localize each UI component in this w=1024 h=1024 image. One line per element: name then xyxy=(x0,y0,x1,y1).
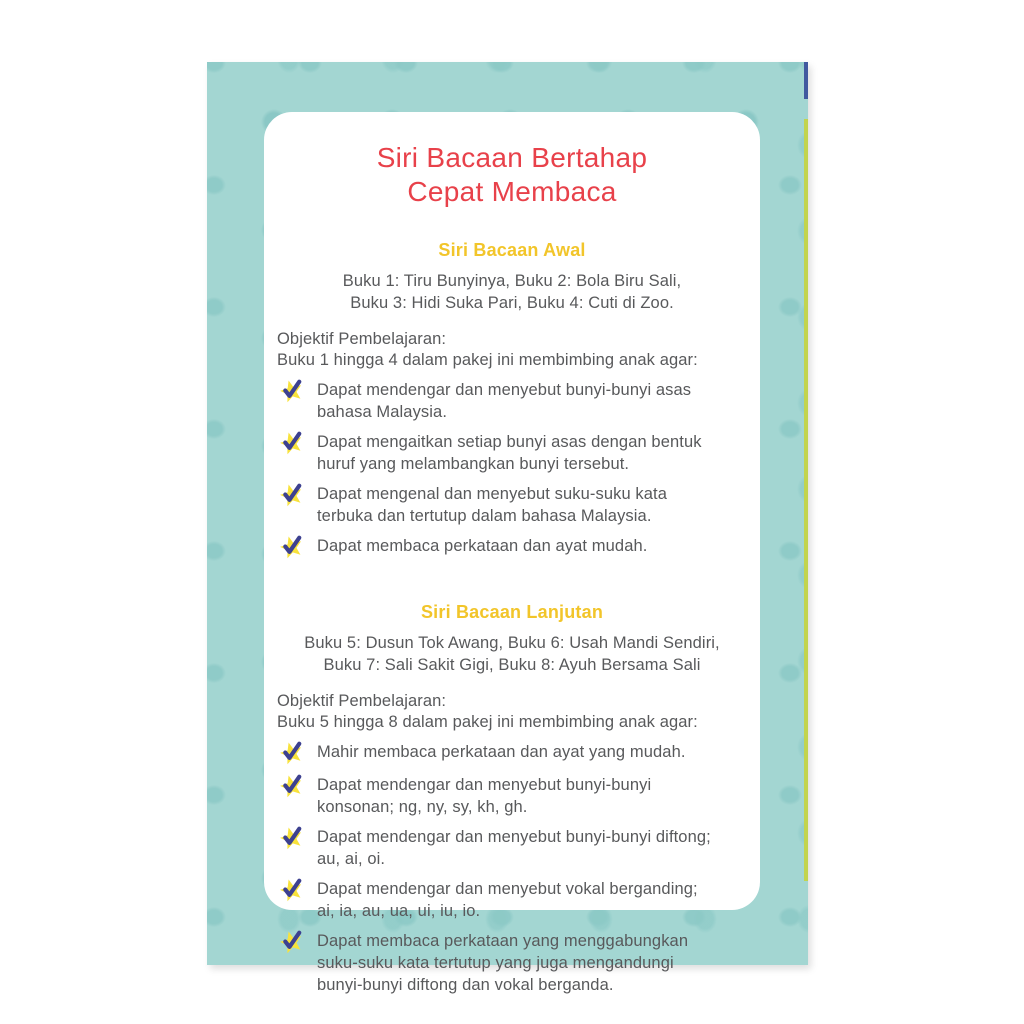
objective-item xyxy=(277,774,747,818)
books-line-2: Buku 7: Sali Sakit Gigi, Buku 8: Ayuh Bersama Sali xyxy=(323,656,701,674)
objective-intro-text: Buku 1 hingga 4 dalam pakej ini membimbing anak agar: xyxy=(277,351,698,369)
objective-item xyxy=(277,379,747,423)
star-check-icon xyxy=(278,876,305,903)
objective-item-text: Dapat mengenal dan menyebut suku-suku kata terbuka dan tertutup dalam bahasa Malaysia. xyxy=(317,485,667,525)
section-siri-bacaan-lanjutan xyxy=(277,601,747,996)
objective-item-text: Dapat membaca perkataan yang menggabungkan suku-suku kata tertutup yang juga mengandungi bunyi-bunyi diftong dan vokal berganda. xyxy=(317,932,689,994)
star-check-icon xyxy=(278,739,305,766)
booklet-title xyxy=(277,141,747,209)
page-edge-green xyxy=(804,119,808,881)
star-check-icon xyxy=(278,772,305,799)
objective-intro xyxy=(277,329,747,371)
objective-list xyxy=(277,741,747,996)
objective-item-text: Dapat membaca perkataan dan ayat mudah. xyxy=(317,537,648,555)
objective-item xyxy=(277,878,747,922)
objective-item-text: Dapat mendengar dan menyebut bunyi-bunyi asas bahasa Malaysia. xyxy=(317,381,692,421)
section-heading: Siri Bacaan Awal xyxy=(438,240,586,260)
objective-item xyxy=(277,483,747,527)
star-check-icon xyxy=(278,377,305,404)
star-check-icon xyxy=(278,824,305,851)
books-list xyxy=(277,632,747,676)
objective-intro-text: Buku 5 hingga 8 dalam pakej ini membimbing anak agar: xyxy=(277,713,698,731)
star-check-icon xyxy=(278,429,305,456)
objective-item-text: Dapat mendengar dan menyebut bunyi-bunyi konsonan; ng, ny, sy, kh, gh. xyxy=(317,776,652,816)
objective-item-text: Dapat mendengar dan menyebut bunyi-bunyi diftong; au, ai, oi. xyxy=(317,828,711,868)
content-card xyxy=(264,112,760,994)
objective-item xyxy=(277,741,747,766)
objective-item xyxy=(277,535,747,560)
objective-item-text: Dapat mendengar dan menyebut vokal berganding; ai, ia, au, ua, ui, iu, io. xyxy=(317,880,698,920)
title-line-2: Cepat Membaca xyxy=(407,176,617,207)
books-line-1: Buku 5: Dusun Tok Awang, Buku 6: Usah Mandi Sendiri, xyxy=(304,634,720,652)
objective-item xyxy=(277,826,747,870)
objective-item-text: Dapat mengaitkan setiap bunyi asas dengan bentuk huruf yang melambangkan bunyi tersebut. xyxy=(317,433,702,473)
section-heading: Siri Bacaan Lanjutan xyxy=(420,602,604,622)
objective-label: Objektif Pembelajaran: xyxy=(277,330,447,348)
books-line-2: Buku 3: Hidi Suka Pari, Buku 4: Cuti di Zoo. xyxy=(350,294,674,312)
star-check-icon xyxy=(278,481,305,508)
booklet-back-cover xyxy=(207,62,808,994)
objective-label: Objektif Pembelajaran: xyxy=(277,692,447,710)
title-line-1: Siri Bacaan Bertahap xyxy=(376,142,648,173)
star-check-icon xyxy=(278,533,305,560)
page-edge-blue xyxy=(804,62,808,99)
section-divider-space xyxy=(277,568,747,601)
objective-item xyxy=(277,431,747,475)
objective-item-text: Mahir membaca perkataan dan ayat yang mudah. xyxy=(317,743,686,761)
books-list xyxy=(277,270,747,314)
objective-list xyxy=(277,379,747,560)
star-check-icon xyxy=(278,928,305,955)
section-siri-bacaan-awal xyxy=(277,239,747,560)
books-line-1: Buku 1: Tiru Bunyinya, Buku 2: Bola Biru Sali, xyxy=(342,272,682,290)
objective-intro xyxy=(277,691,747,733)
objective-item xyxy=(277,930,747,996)
